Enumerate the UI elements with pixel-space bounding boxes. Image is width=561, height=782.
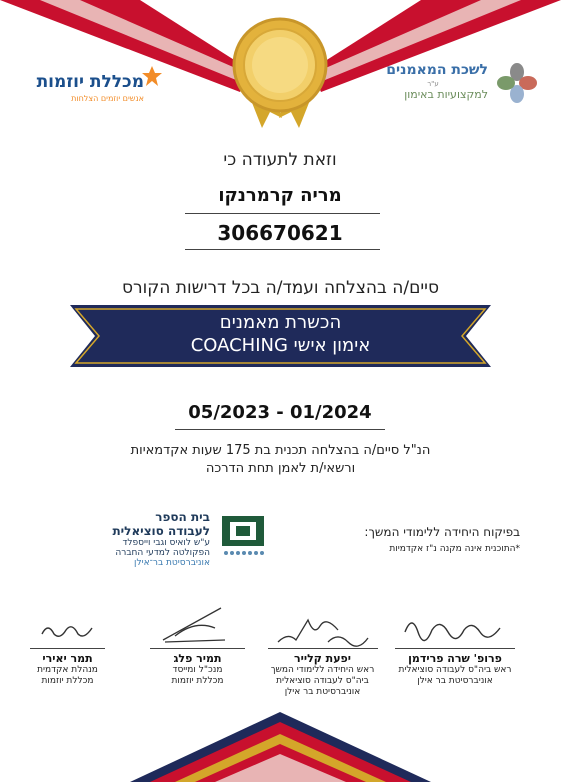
signature-block-4 — [15, 652, 120, 687]
school-line2: לעבודה סוציאלית — [112, 524, 210, 538]
signer-name-2: יפעת קלייר — [294, 652, 351, 665]
school-line3: ע"ש לואיס וגבי וייספלד — [122, 538, 210, 548]
id-underline — [185, 249, 380, 250]
signer-title-3b: מכללת יוזמות — [171, 676, 224, 686]
bar-ilan-emblem-icon — [218, 510, 268, 560]
signature-block-2 — [250, 652, 395, 698]
signer-title-3a: מנכ"ל ומייסד — [172, 665, 223, 675]
school-line4: הפקולטה למדעי החברה — [115, 548, 210, 558]
college-logo — [14, 60, 164, 108]
completion-text: סיים/ה בהצלחה ועמד/ה בכל דרישות הקורס — [121, 278, 440, 298]
name-underline — [185, 213, 380, 214]
college-logo-tagline: אנשים יוזמים הצלחות — [71, 94, 144, 103]
signature-block-1 — [380, 652, 530, 687]
date-range: 05/2023 - 01/2024 — [188, 402, 372, 423]
signer-title-1b: אוניברסיטת בר אילן — [417, 676, 493, 686]
school-block — [60, 510, 210, 568]
recipient-name: מריה קרמרנקו — [218, 185, 342, 206]
signature-line-2 — [268, 648, 378, 649]
coaches-chamber-logo — [378, 58, 543, 108]
signature-scribble-4 — [38, 618, 98, 644]
signer-name-4: תמר יאירי — [42, 652, 93, 665]
date-underline — [175, 429, 385, 430]
certificate-intro: וזאת לתעודה כי — [223, 150, 337, 170]
signature-line-4 — [30, 648, 105, 649]
supervised-by-text: בפיקוח היחידה ללימודי המשך: — [364, 525, 520, 539]
signer-title-4a: מנהלת אקדמית — [37, 665, 98, 675]
clover-icon — [496, 62, 538, 104]
signer-title-2a: ראש היחידה ללימודי המשך — [270, 665, 375, 675]
school-line1: בית הספר — [155, 510, 210, 524]
college-logo-name: מכללת יוזמות — [36, 72, 144, 92]
program-line2: ורשאי/ת לאמן תחת הדרכה — [205, 461, 356, 476]
course-title-line2: אימון אישי COACHING — [190, 335, 371, 356]
signer-name-1: פרופ' שרה פרידמן — [408, 652, 502, 665]
coaches-logo-small: ע"ר — [427, 80, 439, 88]
signature-block-3 — [135, 652, 260, 687]
signature-scribble-2 — [268, 612, 373, 650]
signer-name-3: תמיר פלג — [173, 652, 222, 665]
bottom-ribbon-decoration — [0, 712, 561, 782]
id-number: 306670621 — [217, 221, 343, 245]
signature-scribble-3 — [155, 600, 235, 646]
signer-title-2c: אוניברסיטת בר אילן — [284, 687, 361, 697]
school-line5: אוניברסיטת בר־אילן — [134, 558, 210, 568]
signer-title-1a: ראש ביה"ס לעבודה סוציאלית — [398, 665, 512, 675]
coaches-logo-tagline: למקצועיות באימון — [404, 88, 488, 101]
signer-title-4b: מכללת יוזמות — [41, 676, 94, 686]
signature-line-1 — [395, 648, 515, 649]
coaches-logo-name: לשכת המאמנים — [386, 62, 488, 78]
signer-title-2b: ביה"ס לעבודה סוציאלית — [276, 676, 369, 686]
signature-line-3 — [150, 648, 245, 649]
signature-scribble-1 — [400, 610, 510, 645]
course-title-line1: הכשרת מאמנים — [219, 312, 342, 333]
supervision-note: *התוכנית אינה מקנה נ"ז אקדמיות — [389, 544, 520, 554]
program-line1: הנ"ל סיים/ה בהצלחה תכנית בת 175 שעות אקדמאיות — [130, 443, 431, 458]
star-person-icon — [142, 66, 162, 86]
